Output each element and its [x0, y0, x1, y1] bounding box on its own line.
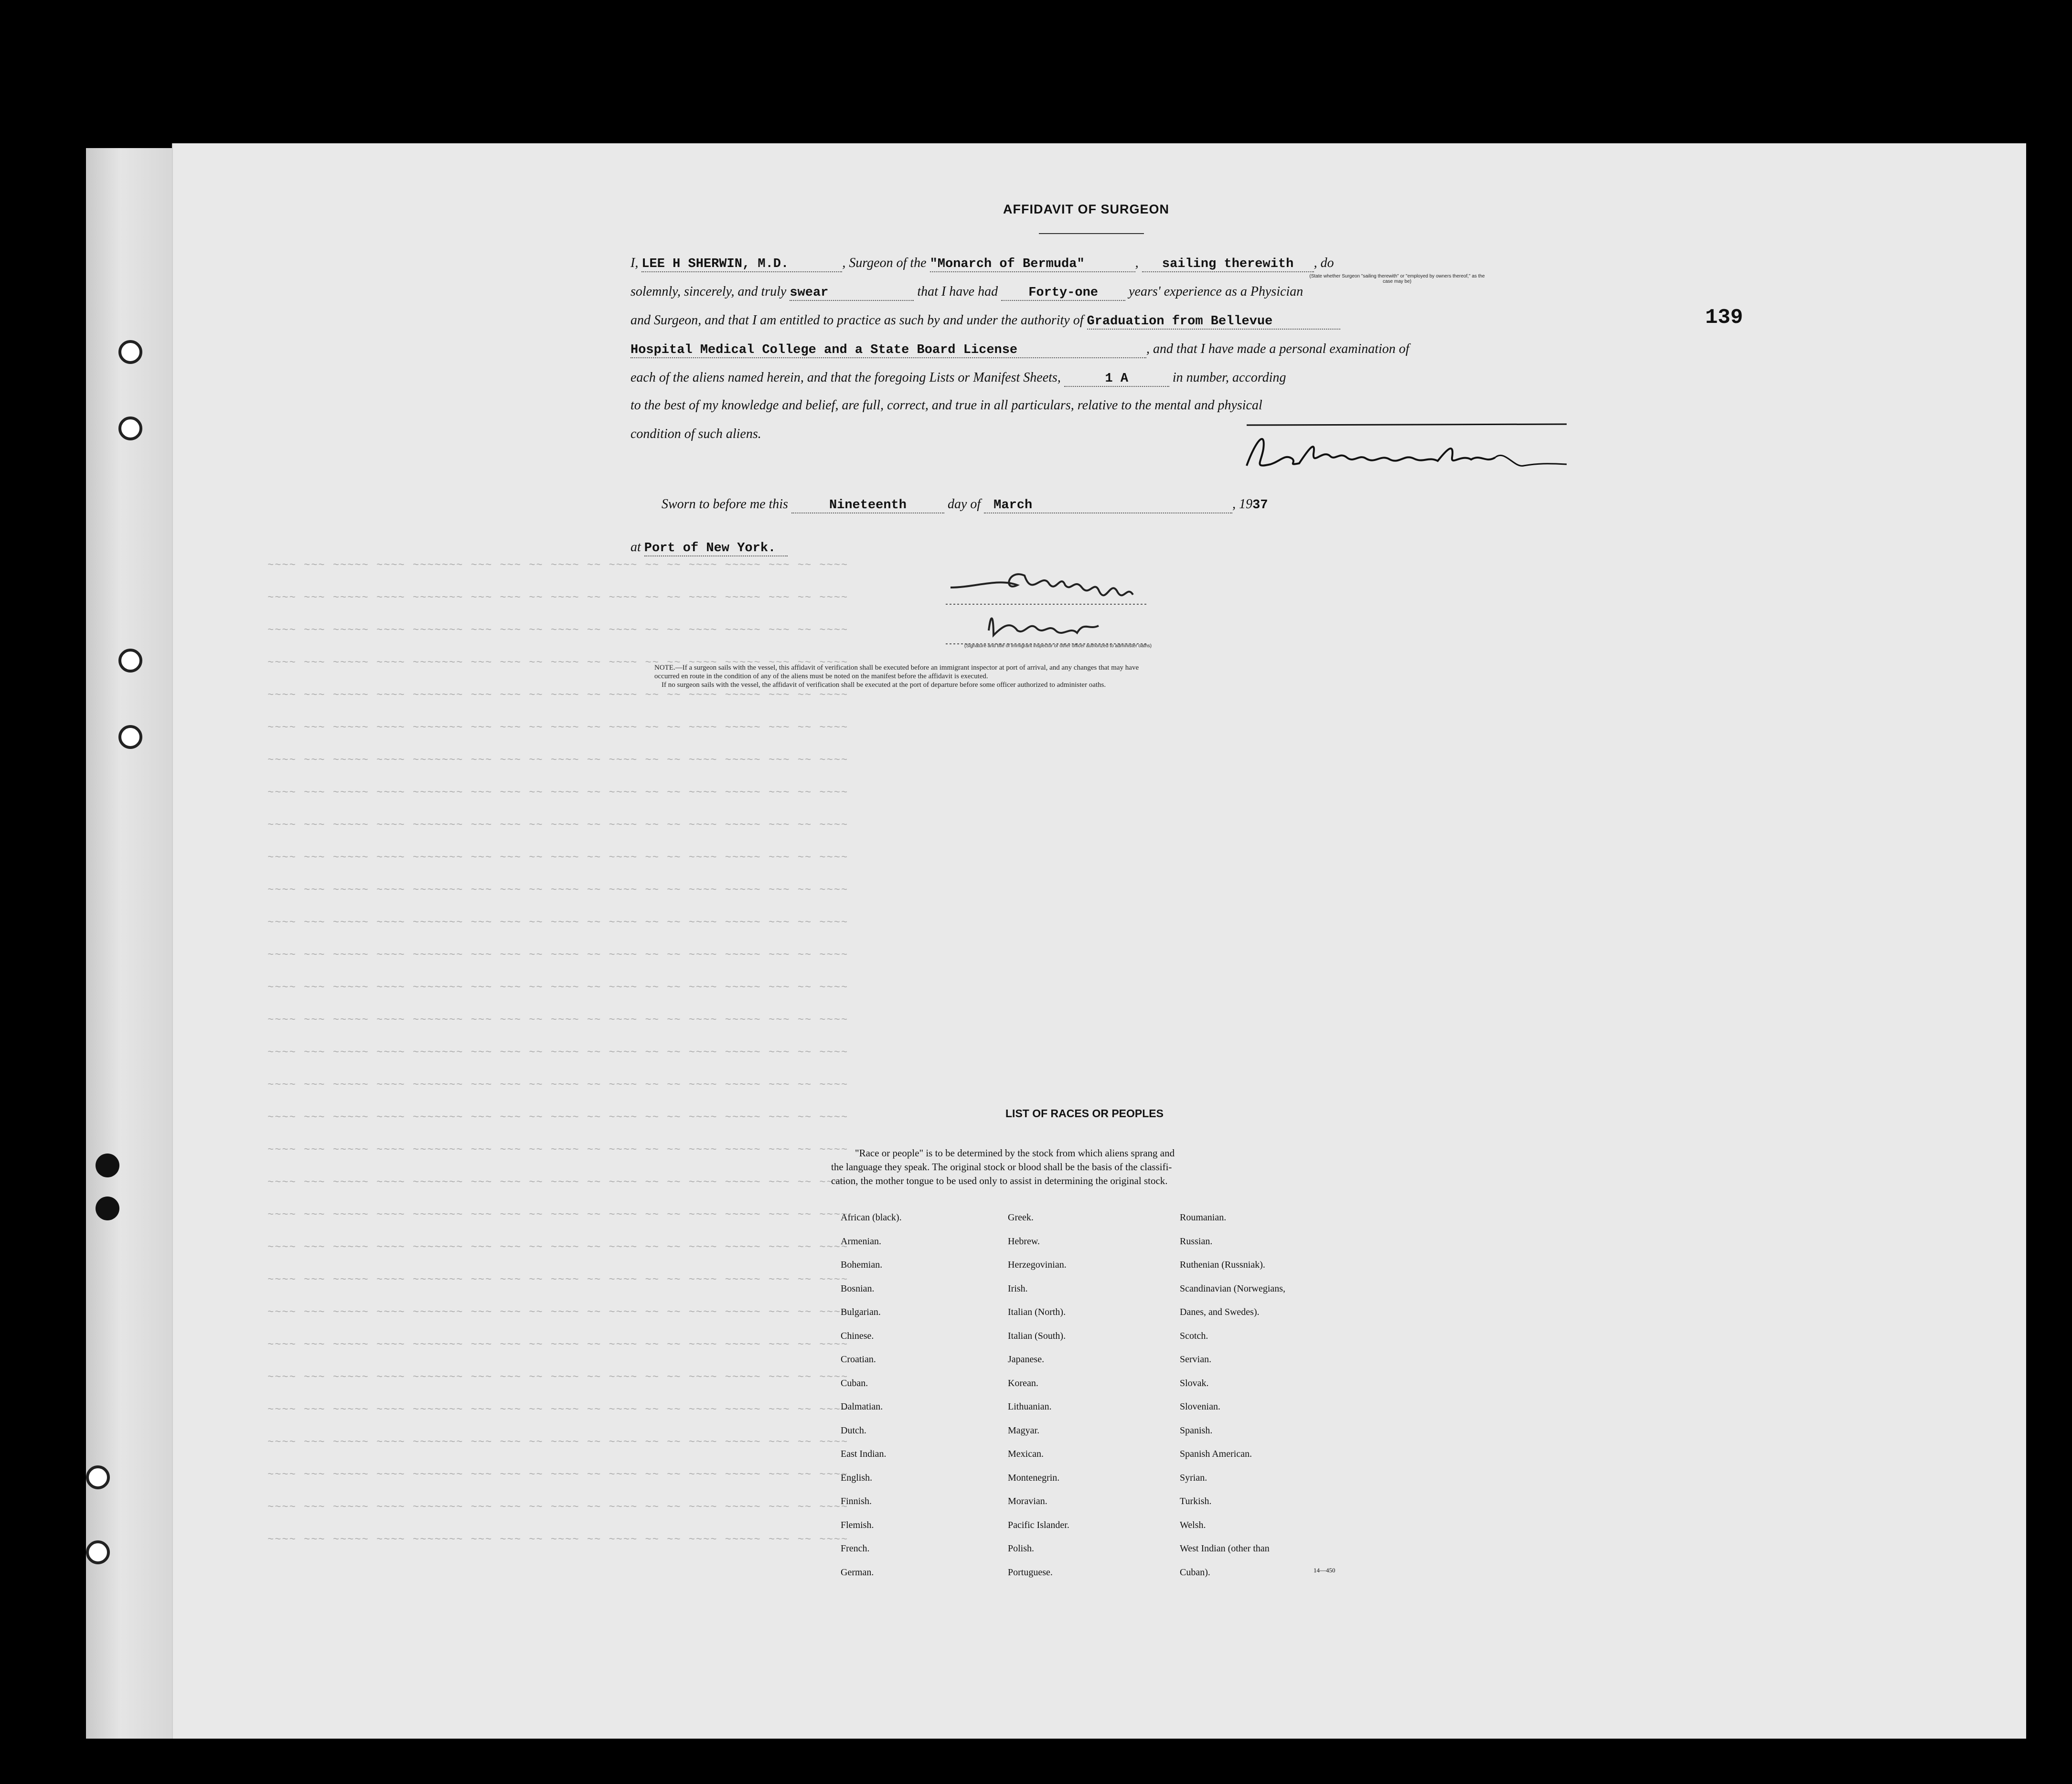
- pronoun-text: I,: [630, 256, 639, 270]
- race-entry: Moravian.: [1008, 1496, 1047, 1506]
- race-entry: Dutch.: [841, 1425, 866, 1436]
- race-entry: Magyar.: [1008, 1425, 1040, 1436]
- line-text: in number, according: [1172, 370, 1286, 385]
- race-entry: Armenian.: [841, 1236, 881, 1247]
- races-column-3: [1180, 1206, 1285, 1584]
- port-line: [630, 540, 788, 556]
- affidavit-line-7: condition of such aliens.: [630, 427, 761, 441]
- race-entry: Scandinavian (Norwegians,: [1180, 1283, 1286, 1294]
- races-column-1: [841, 1206, 902, 1584]
- race-entry: Danes, and Swedes).: [1180, 1307, 1260, 1317]
- punch-hole: [118, 649, 142, 673]
- races-intro-line-3: cation, the mother tongue to be used only to assist in determining the original stock.: [831, 1175, 1168, 1186]
- line-text: and Surgeon, and that I am entitled to practice as such by and under the authority of: [630, 313, 1084, 328]
- race-entry: Polish.: [1008, 1543, 1035, 1554]
- line-text: ,: [1135, 256, 1139, 270]
- sailing-status-field: sailing therewith: [1142, 257, 1314, 272]
- line-text: years' experience as a Physician: [1129, 284, 1303, 299]
- race-entry: Montenegrin.: [1008, 1472, 1060, 1483]
- race-entry: Croatian.: [841, 1354, 876, 1365]
- form-number: 14—450: [1314, 1567, 1335, 1574]
- race-entry: Welsh.: [1180, 1519, 1206, 1530]
- affidavit-line-5: [630, 370, 1286, 387]
- note-line-3: If no surgeon sails with the vessel, the affidavit of verification shall be executed at the port of departure before some officer authorized to administer oaths.: [662, 681, 1106, 689]
- race-entry: Finnish.: [841, 1496, 872, 1506]
- race-entry: Dalmatian.: [841, 1401, 883, 1412]
- race-entry: Bulgarian.: [841, 1307, 881, 1317]
- race-entry: Pacific Islander.: [1008, 1519, 1069, 1530]
- races-column-2: [1008, 1206, 1069, 1584]
- inspector-signature: [946, 559, 1165, 654]
- punch-hole: [96, 1196, 119, 1220]
- sworn-line: [662, 497, 1268, 513]
- race-entry: Portuguese.: [1008, 1567, 1053, 1578]
- surgeon-signature: [1237, 420, 1571, 478]
- line-text: Sworn to before me this: [662, 497, 788, 512]
- race-entry: Mexican.: [1008, 1449, 1044, 1459]
- races-intro-line-1: "Race or people" is to be determined by the stock from which aliens sprang and: [855, 1147, 1175, 1159]
- line-text: each of the aliens named herein, and that the foregoing Lists or Manifest Sheets,: [630, 370, 1061, 385]
- race-entry: Spanish.: [1180, 1425, 1213, 1436]
- race-entry: Herzegovinian.: [1008, 1260, 1067, 1270]
- race-entry: East Indian.: [841, 1449, 886, 1459]
- race-entry: African (black).: [841, 1212, 902, 1223]
- binding-strip: [86, 148, 172, 1739]
- race-entry: Spanish American.: [1180, 1449, 1252, 1459]
- race-entry: Russian.: [1180, 1236, 1213, 1247]
- authority-field-2: Hospital Medical College and a State Board License: [630, 343, 1146, 358]
- at-text: at: [630, 540, 641, 555]
- punch-hole: [96, 1154, 119, 1177]
- punch-hole: [86, 1540, 110, 1564]
- race-entry: German.: [841, 1567, 874, 1578]
- race-entry: Ruthenian (Russniak).: [1180, 1260, 1265, 1270]
- race-entry: Turkish.: [1180, 1496, 1212, 1506]
- authority-field-1: Graduation from Bellevue: [1087, 314, 1340, 330]
- race-entry: Slovak.: [1180, 1378, 1209, 1389]
- line-text: day of: [947, 497, 981, 512]
- race-entry: Korean.: [1008, 1378, 1038, 1389]
- note-line-2: occurred en route in the condition of any of the aliens must be noted on the manifest before the affidavit is executed.: [654, 673, 988, 680]
- race-entry: Irish.: [1008, 1283, 1028, 1294]
- port-field: Port of New York.: [644, 541, 788, 556]
- line-text: that I have had: [917, 284, 998, 299]
- line-text: , and that I have made a personal examination of: [1146, 342, 1410, 356]
- punch-hole: [118, 417, 142, 440]
- line-text: , Surgeon of the: [842, 256, 927, 270]
- race-entry: Slovenian.: [1180, 1401, 1220, 1412]
- sworn-year-field: 37: [1252, 498, 1268, 513]
- sworn-month-field: March: [984, 498, 1232, 513]
- race-entry: French.: [841, 1543, 870, 1554]
- title-underline: [1039, 233, 1144, 234]
- page-number: 139: [1705, 306, 1743, 330]
- punch-hole: [118, 725, 142, 749]
- sheets-count-field: 1 A: [1064, 372, 1169, 387]
- punch-hole: [86, 1465, 110, 1489]
- affidavit-line-4: [630, 342, 1410, 358]
- surgeon-name-field: LEE H SHERWIN, M.D.: [641, 257, 842, 272]
- race-entry: English.: [841, 1472, 873, 1483]
- punch-hole: [118, 340, 142, 364]
- line-text: , 19: [1232, 497, 1253, 512]
- oath-field: swear: [790, 286, 914, 301]
- race-entry: Hebrew.: [1008, 1236, 1040, 1247]
- affidavit-line-3: [630, 313, 1340, 330]
- affidavit-line-6: to the best of my knowledge and belief, are full, correct, and true in all particulars, relative to the mental and physical: [630, 398, 1262, 413]
- race-entry: Lithuanian.: [1008, 1401, 1052, 1412]
- race-entry: Servian.: [1180, 1354, 1212, 1365]
- race-entry: Flemish.: [841, 1519, 874, 1530]
- race-entry: Roumanian.: [1180, 1212, 1227, 1223]
- vessel-name-field: "Monarch of Bermuda": [930, 257, 1135, 272]
- affidavit-line-1: [630, 256, 1334, 272]
- sailing-instruction-note: (State whether Surgeon "sailing therewith" or "employed by owners thereof," as the case may be): [1309, 274, 1485, 284]
- race-entry: Bohemian.: [841, 1260, 883, 1270]
- race-entry: Greek.: [1008, 1212, 1034, 1223]
- inspector-signature-caption: (Signature and title of immigrant inspector or other officer authorized to administer oaths): [964, 643, 1152, 649]
- race-entry: Japanese.: [1008, 1354, 1045, 1365]
- sworn-day-field: Nineteenth: [791, 498, 944, 513]
- race-entry: Cuban.: [841, 1378, 868, 1389]
- race-entry: Bosnian.: [841, 1283, 875, 1294]
- affidavit-title: AFFIDAVIT OF SURGEON: [1003, 202, 1169, 216]
- years-experience-field: Forty-one: [1001, 286, 1125, 301]
- affidavit-line-2: [630, 284, 1303, 301]
- race-entry: Italian (South).: [1008, 1330, 1066, 1341]
- line-text: solemnly, sincerely, and truly: [630, 284, 787, 299]
- race-entry: Italian (North).: [1008, 1307, 1066, 1317]
- race-entry: Scotch.: [1180, 1330, 1208, 1341]
- races-intro-line-2: the language they speak. The original stock or blood shall be the basis of the classifi-: [831, 1161, 1172, 1173]
- race-entry: Cuban).: [1180, 1567, 1210, 1578]
- race-entry: West Indian (other than: [1180, 1543, 1270, 1554]
- line-text: , do: [1314, 256, 1334, 270]
- race-entry: Chinese.: [841, 1330, 874, 1341]
- note-line-1: NOTE.—If a surgeon sails with the vessel, this affidavit of verification shall be executed before an immigrant inspector at port of arrival, and any changes that may have: [654, 664, 1139, 672]
- race-entry: Syrian.: [1180, 1472, 1207, 1483]
- races-title: LIST OF RACES OR PEOPLES: [1005, 1107, 1164, 1120]
- bleed-through-text: ~~~~ ~~~ ~~~~~ ~~~~ ~~~~~~~ ~~~ ~~~ ~~ ~~~~ ~~ ~~~~ ~~ ~~ ~~~~ ~~~~~ ~~~ ~~ ~~~~ ~~~~ ~~~ ~~~~~ ~~~~ ~~~~~~~ ~~~ ~~~ ~~ ~~~~ ~~ ~~~~ ~~ ~~ ~~~~ ~~~~~ ~~~ ~~ ~~~~ ~~~~ ~~~ ~~~~~ ~~~~ ~~~~~~~ ~~~ ~~~ ~~ ~~~~ ~~ ~~~~ ~~ ~~ ~~~~ ~~~~~ ~~~ ~~ ~~~~ ~~~~ ~~~ ~~~~~ ~~~~ ~~~~~~~ ~~~ ~~~ ~~ ~~~~ ~~ ~~~~ ~~ ~~ ~~~~ ~~~~~ ~~~ ~~ ~~~~ ~~~~ ~~~ ~~~~~ ~~~~ ~~~~~~~ ~~~ ~~~ ~~ ~~~~ ~~ ~~~~ ~~ ~~ ~~~~ ~~~~~ ~~~ ~~ ~~~~ ~~~~ ~~~ ~~~~~ ~~~~ ~~~~~~~ ~~~ ~~~ ~~ ~~~~ ~~ ~~~~ ~~ ~~ ~~~~ ~~~~~ ~~~ ~~ ~~~~ ~~~~ ~~~ ~~~~~ ~~~~ ~~~~~~~ ~~~ ~~~ ~~ ~~~~ ~~ ~~~~ ~~ ~~ ~~~~ ~~~~~ ~~~ ~~ ~~~~ ~~~~ ~~~ ~~~~~ ~~~~ ~~~~~~~ ~~~ ~~~ ~~ ~~~~ ~~ ~~~~ ~~ ~~ ~~~~ ~~~~~ ~~~ ~~ ~~~~ ~~~~ ~~~ ~~~~~ ~~~~ ~~~~~~~ ~~~ ~~~ ~~ ~~~~ ~~ ~~~~ ~~ ~~ ~~~~ ~~~~~ ~~~ ~~ ~~~~ ~~~~ ~~~ ~~~~~ ~~~~ ~~~~~~~ ~~~ ~~~ ~~ ~~~~ ~~ ~~~~ ~~ ~~ ~~~~ ~~~~~ ~~~ ~~ ~~~~ ~~~~ ~~~ ~~~~~ ~~~~ ~~~~~~~ ~~~ ~~~ ~~ ~~~~ ~~ ~~~~ ~~ ~~ ~~~~ ~~~~~ ~~~ ~~ ~~~~ ~~~~ ~~~ ~~~~~ ~~~~ ~~~~~~~ ~~~ ~~~ ~~ ~~~~ ~~ ~~~~ ~~ ~~ ~~~~ ~~~~~ ~~~ ~~ ~~~~ ~~~~ ~~~ ~~~~~ ~~~~ ~~~~~~~ ~~~ ~~~ ~~ ~~~~ ~~ ~~~~ ~~ ~~ ~~~~ ~~~~~ ~~~ ~~ ~~~~ ~~~~ ~~~ ~~~~~ ~~~~ ~~~~~~~ ~~~ ~~~ ~~ ~~~~ ~~ ~~~~ ~~ ~~ ~~~~ ~~~~~ ~~~ ~~ ~~~~ ~~~~ ~~~ ~~~~~ ~~~~ ~~~~~~~ ~~~ ~~~ ~~ ~~~~ ~~ ~~~~ ~~ ~~ ~~~~ ~~~~~ ~~~ ~~ ~~~~ ~~~~ ~~~ ~~~~~ ~~~~ ~~~~~~~ ~~~ ~~~ ~~ ~~~~ ~~ ~~~~ ~~ ~~ ~~~~ ~~~~~ ~~~ ~~ ~~~~ ~~~~ ~~~ ~~~~~ ~~~~ ~~~~~~~ ~~~ ~~~ ~~ ~~~~ ~~ ~~~~ ~~ ~~ ~~~~ ~~~~~ ~~~ ~~ ~~~~ ~~~~ ~~~ ~~~~~ ~~~~ ~~~~~~~ ~~~ ~~~ ~~ ~~~~ ~~ ~~~~ ~~ ~~ ~~~~ ~~~~~ ~~~ ~~ ~~~~ ~~~~ ~~~ ~~~~~ ~~~~ ~~~~~~~ ~~~ ~~~ ~~ ~~~~ ~~ ~~~~ ~~ ~~ ~~~~ ~~~~~ ~~~ ~~ ~~~~ ~~~~ ~~~ ~~~~~ ~~~~ ~~~~~~~ ~~~ ~~~ ~~ ~~~~ ~~ ~~~~ ~~ ~~ ~~~~ ~~~~~ ~~~ ~~ ~~~~ ~~~~ ~~~ ~~~~~ ~~~~ ~~~~~~~ ~~~ ~~~ ~~ ~~~~ ~~ ~~~~ ~~ ~~ ~~~~ ~~~~~ ~~~ ~~ ~~~~ ~~~~ ~~~ ~~~~~ ~~~~ ~~~~~~~ ~~~ ~~~ ~~ ~~~~ ~~ ~~~~ ~~ ~~ ~~~~ ~~~~~ ~~~ ~~ ~~~~ ~~~~ ~~~ ~~~~~ ~~~~ ~~~~~~~ ~~~ ~~~ ~~ ~~~~ ~~ ~~~~ ~~ ~~ ~~~~ ~~~~~ ~~~ ~~ ~~~~ ~~~~ ~~~ ~~~~~ ~~~~ ~~~~~~~ ~~~ ~~~ ~~ ~~~~ ~~ ~~~~ ~~ ~~ ~~~~ ~~~~~ ~~~ ~~ ~~~~ ~~~~ ~~~ ~~~~~ ~~~~ ~~~~~~~ ~~~ ~~~ ~~ ~~~~ ~~ ~~~~ ~~ ~~ ~~~~ ~~~~~ ~~~ ~~ ~~~~ ~~~~ ~~~ ~~~~~ ~~~~ ~~~~~~~ ~~~ ~~~ ~~ ~~~~ ~~ ~~~~ ~~ ~~ ~~~~ ~~~~~ ~~~ ~~ ~~~~ ~~~~ ~~~ ~~~~~ ~~~~ ~~~~~~~ ~~~ ~~~ ~~ ~~~~ ~~ ~~~~ ~~ ~~ ~~~~ ~~~~~ ~~~ ~~ ~~~~ ~~~~ ~~~ ~~~~~ ~~~~ ~~~~~~~ ~~~ ~~~ ~~ ~~~~ ~~ ~~~~ ~~ ~~ ~~~~ ~~~~~ ~~~ ~~ ~~~~ ~~~~ ~~~ ~~~~~ ~~~~ ~~~~~~~ ~~~ ~~~ ~~ ~~~~ ~~ ~~~~ ~~ ~~ ~~~~ ~~~~~ ~~~ ~~ ~~~~ ~~~~ ~~~ ~~~~~ ~~~~ ~~~~~~~ ~~~ ~~~ ~~ ~~~~ ~~ ~~~~ ~~ ~~ ~~~~ ~~~~~ ~~~ ~~ ~~~~ ~~~~ ~~~ ~~~~~ ~~~~ ~~~~~~~ ~~~ ~~~ ~~ ~~~~ ~~ ~~~~ ~~ ~~ ~~~~ ~~~~~ ~~~ ~~ ~~~~: [267, 559, 849, 1546]
